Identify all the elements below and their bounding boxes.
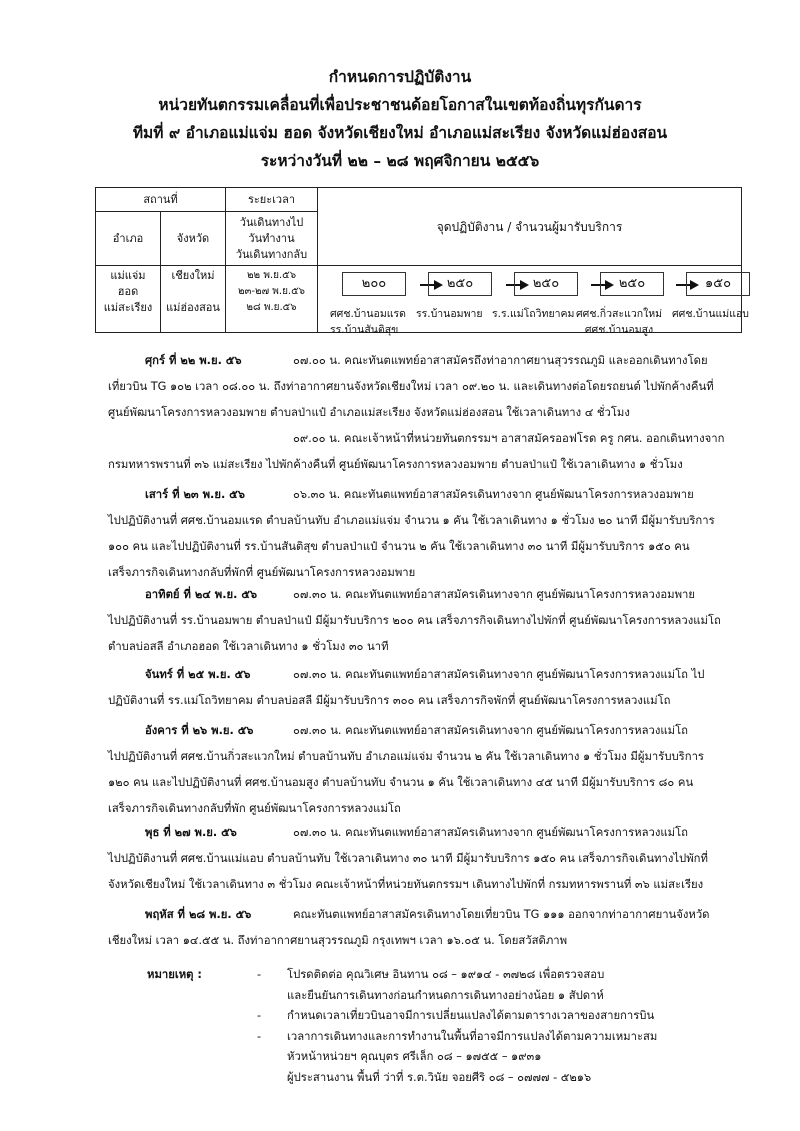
date: ๒๘ พ.ย.๕๖ xyxy=(246,302,297,313)
day-text: จังหวัดเชียงใหม่ ใช้เวลาเดินทาง ๓ ชั่วโมง คณะเจ้าหน้าที่หน่วยทันตกรรมฯ เดินทางไปพักที่ กรมทหารพรานที่ ๓๖ แม่สะเรียง xyxy=(108,878,704,891)
document-subtitle: หน่วยทันตกรรมเคลื่อนที่เพื่อประชาชนด้อยโอกาสในเขตท้องถิ่นทุรกันดาร xyxy=(158,96,642,114)
day-text: ๐๖.๓๐ น. คณะทันตแพทย์อาสาสมัครเดินทางจาก ศูนย์พัฒนาโครงการหลวงอมพาย xyxy=(293,488,694,501)
day-entry xyxy=(108,348,733,478)
amphoe: ฮอด xyxy=(117,285,139,298)
day-text: ๑๒๐ คน และไปปฏิบัติงานที่ ศศช.บ้านอมสูง ตำบลบ้านทับ จำนวน ๑ คัน ใช้เวลาเดินทาง ๔๕ นาที มีผู้มารับบริการ ๘๐ คน xyxy=(108,776,694,789)
service-count-box: ๒๐๐ xyxy=(342,272,406,296)
day-text: ศูนย์พัฒนาโครงการหลวงอมพาย ตำบลป่าแป๋ อำเภอแม่สะเรียง จังหวัดแม่ฮ่องสอน ใช้เวลาเดินทาง ๔ ชั่วโมง xyxy=(108,406,630,419)
period-line: ระหว่างวันที่ ๒๒ – ๒๘ พฤศจิกายน ๒๕๕๖ xyxy=(260,152,540,170)
day-heading: ศุกร์ ที่ ๒๒ พ.ย. ๕๖ xyxy=(145,354,242,367)
day-text: ไปปฏิบัติงานที่ ศศช.บ้านแม่แอบ ตำบลบ้านทับ ใช้เวลาเดินทาง ๓๐ นาที มีผู้มารับบริการ ๑๕๐ คน เสร็จภารกิจเดินทางไปพักที่ xyxy=(108,852,708,865)
day-text: ปฏิบัติงานที่ รร.แม่โถวิทยาคม ตำบลบ่อสลี มีผู้มารับบริการ ๓๐๐ คน เสร็จภารกิจพักที่ ศูนย์พัฒนาโครงการหลวงแม่โถ xyxy=(108,694,671,707)
day-heading: จันทร์ ที่ ๒๕ พ.ย. ๕๖ xyxy=(145,668,251,681)
amphoe: แม่แจ่ม xyxy=(110,269,146,282)
service-count-box: ๑๕๐ xyxy=(686,272,750,296)
stop-label: ศศช.กิ่วสะแวกใหม่ ศศช.บ้านอมสูง xyxy=(576,308,663,336)
day-entry xyxy=(108,482,733,586)
stop-label: ร.ร.แม่โถวิทยาคม xyxy=(492,308,575,320)
day-text: ๐๙.๐๐ น. คณะเจ้าหน้าที่หน่วยทันตกรรมฯ อาสาสมัครออฟโรด ครู กศน. ออกเดินทางจาก xyxy=(293,432,725,445)
bullet-dash: - xyxy=(257,1029,262,1043)
day-text: ไปปฏิบัติงานที่ รร.บ้านอมพาย ตำบลป่าแป๋ มีผู้มารับบริการ ๒๐๐ คน เสร็จภารกิจเดินทางไปพักที่ ศูนย์พัฒนาโครงการหลวงแม่โถ xyxy=(108,614,721,627)
notes-label: หมายเหตุ : xyxy=(147,968,202,981)
day-text: ไปปฏิบัติงานที่ ศศช.บ้านกิ่วสะแวกใหม่ ตำบลบ้านทับ อำเภอแม่แจ่ม จำนวน ๒ คัน ใช้เวลาเดินทาง ๑ ชั่วโมง มีผู้มารับบริการ xyxy=(108,750,704,763)
day-heading: พฤหัส ที่ ๒๘ พ.ย. ๕๖ xyxy=(145,908,252,921)
province-cell xyxy=(161,266,226,333)
team-line: ทีมที่ ๙ อำเภอแม่แจ่ม ฮอด จังหวัดเชียงใหม่ อำเภอแม่สะเรียง จังหวัดแม่ฮ่องสอน xyxy=(132,124,668,142)
amphoe-cell xyxy=(96,266,161,333)
day-text: ๐๗.๓๐ น. คณะทันตแพทย์อาสาสมัครเดินทางจาก ศูนย์พัฒนาโครงการหลวงแม่โถ xyxy=(293,826,689,839)
note-text: ผู้ประสานงาน พื้นที่ ว่าที่ ร.ต.วินัย จอยศีริ ๐๘ – ๐๗๗๗ - ๕๒๑๖ xyxy=(287,1070,592,1084)
document-title: กำหนดการปฏิบัติงาน xyxy=(328,68,472,86)
route-stop xyxy=(492,272,584,320)
header-province: จังหวัด xyxy=(161,212,226,266)
day-entry xyxy=(108,582,733,660)
day-text: ๐๗.๓๐ น. คณะทันตแพทย์อาสาสมัครเดินทางจาก ศูนย์พัฒนาโครงการหลวงอมพาย xyxy=(293,588,696,601)
province: เชียงใหม่ xyxy=(171,269,215,282)
day-text: เที่ยวบิน TG ๑๐๒ เวลา ๐๘.๐๐ น. ถึงท่าอากาศยานจังหวัดเชียงใหม่ เวลา ๐๙.๒๐ น. และเดินทางต่อโดยรถยนต์ ไปพักค้างคืนที่ xyxy=(108,380,714,393)
stop-label: รร.บ้านอมพาย xyxy=(416,308,483,320)
note-text: และยืนยันการเดินทางก่อนกำหนดการเดินทางอย่างน้อย ๑ สัปดาห์ xyxy=(287,988,604,1002)
province xyxy=(161,284,225,300)
note-text: หัวหน้าหน่วยฯ คุณบุตร ศรีเล็ก ๐๘ – ๑๗๕๕ – ๑๙๓๑ xyxy=(287,1050,542,1063)
day-text: ๐๗.๓๐ น. คณะทันตแพทย์อาสาสมัครเดินทางจาก ศูนย์พัฒนาโครงการหลวงแม่โถ xyxy=(293,724,689,737)
day-text: ๐๗.๓๐ น. คณะทันตแพทย์อาสาสมัครเดินทางจาก ศูนย์พัฒนาโครงการหลวงแม่โถ ไป xyxy=(293,668,705,681)
bullet-dash: - xyxy=(257,1009,262,1022)
day-entry xyxy=(108,902,733,954)
amphoe: แม่สะเรียง xyxy=(103,301,153,314)
route-cell xyxy=(318,266,749,336)
header-time-line: วันเดินทางกลับ xyxy=(235,247,308,261)
header-route: จุดปฏิบัติงาน / จำนวนผู้มารับบริการ xyxy=(318,188,742,266)
day-text: ตำบลบ่อสลี อำเภอฮอด ใช้เวลาเดินทาง ๑ ชั่วโมง ๓๐ นาที xyxy=(108,640,389,653)
service-count-box: ๒๕๐ xyxy=(428,272,492,296)
header-time xyxy=(226,212,318,266)
day-entry xyxy=(108,820,733,898)
day-text: กรมทหารพรานที่ ๓๖ แม่สะเรียง ไปพักค้างคืนที่ ศูนย์พัฒนาโครงการหลวงอมพาย ตำบลป่าแป๋ ใช้เวลาเดินทาง ๑ ชั่วโมง xyxy=(108,458,683,471)
note-text: เวลาการเดินทางและการทำงานในพื้นที่อาจมีการแปลงได้ตามความเหมาะสม xyxy=(287,1029,658,1043)
day-heading: อาทิตย์ ที่ ๒๔ พ.ย. ๕๖ xyxy=(145,588,258,601)
day-heading: เสาร์ ที่ ๒๓ พ.ย. ๕๖ xyxy=(145,488,245,501)
schedule-table xyxy=(95,187,749,336)
day-text: คณะทันตแพทย์อาสาสมัครเดินทางโดยเที่ยวบิน TG ๑๑๑ ออกจากท่าอากาศยานจังหวัด xyxy=(293,908,710,921)
day-text: เชียงใหม่ เวลา ๑๔.๕๕ น. ถึงท่าอากาศยานสุวรรณภูมิ กรุงเทพฯ เวลา ๑๖.๐๕ น. โดยสวัสดิภาพ xyxy=(108,934,568,947)
date: ๒๒ พ.ย.๕๖ xyxy=(246,270,297,281)
header-time-line: วันเดินทางไป xyxy=(239,215,304,229)
header-amphoe: อำเภอ xyxy=(96,212,161,266)
province: แม่ฮ่องสอน xyxy=(166,301,220,314)
route-flow xyxy=(318,266,749,336)
route-stop xyxy=(672,272,756,320)
day-entry xyxy=(108,662,733,714)
route-stop xyxy=(576,272,670,336)
note-text: กำหนดเวลาเที่ยวบินอาจมีการเปลี่ยนแปลงได้ตามตารางเวลาของสายการบิน xyxy=(287,1009,655,1022)
note-text: โปรดติดต่อ คุณวิเศษ อินทาน ๐๘ – ๑๙๑๔ - ๓๗๒๘ เพื่อตรวจสอบ xyxy=(287,968,605,981)
header-place: สถานที่ xyxy=(96,188,226,212)
day-text: ๑๐๐ คน และไปปฏิบัติงานที่ รร.บ้านสันติสุข ตำบลป่าแป๋ จำนวน ๒ คัน ใช้เวลาเดินทาง ๓๐ นาที มีผู้มารับบริการ ๑๕๐ คน xyxy=(108,540,690,553)
day-entry xyxy=(108,718,733,822)
dates-cell xyxy=(226,266,318,333)
day-text: ๐๗.๐๐ น. คณะทันตแพทย์อาสาสมัครถึงท่าอากาศยานสุวรรณภูมิ และออกเดินทางโดย xyxy=(293,354,708,367)
bullet-dash: - xyxy=(257,968,262,981)
header-time-line: วันทำงาน xyxy=(248,231,295,245)
route-stop xyxy=(330,272,412,336)
day-heading: อังคาร ที่ ๒๖ พ.ย. ๕๖ xyxy=(145,724,254,737)
day-text: เสร็จภารกิจเดินทางกลับที่พัก ศูนย์พัฒนาโครงการหลวงแม่โถ xyxy=(108,802,401,815)
day-text: ไปปฏิบัติงานที่ ศศช.บ้านอมแรด ตำบลบ้านทับ อำเภอแม่แจ่ม จำนวน ๑ คัน ใช้เวลาเดินทาง ๑ ชั่วโมง ๒๐ นาที มีผู้มารับบริการ xyxy=(108,514,715,527)
stop-label: ศศช.บ้านอมแรด รร.บ้านสันติสุข xyxy=(330,308,406,336)
header-duration: ระยะเวลา xyxy=(226,188,318,212)
service-count-box: ๒๕๐ xyxy=(600,272,664,296)
date: ๒๓-๒๗ พ.ย.๕๖ xyxy=(237,286,306,297)
service-count-box: ๒๕๐ xyxy=(514,272,578,296)
route-stop xyxy=(416,272,498,320)
stop-label: ศศช.บ้านแม่แอบ xyxy=(672,308,749,320)
day-text: เสร็จภารกิจเดินทางกลับที่พักที่ ศูนย์พัฒนาโครงการหลวงอมพาย xyxy=(108,566,416,579)
day-heading: พุธ ที่ ๒๗ พ.ย. ๕๖ xyxy=(145,826,237,839)
